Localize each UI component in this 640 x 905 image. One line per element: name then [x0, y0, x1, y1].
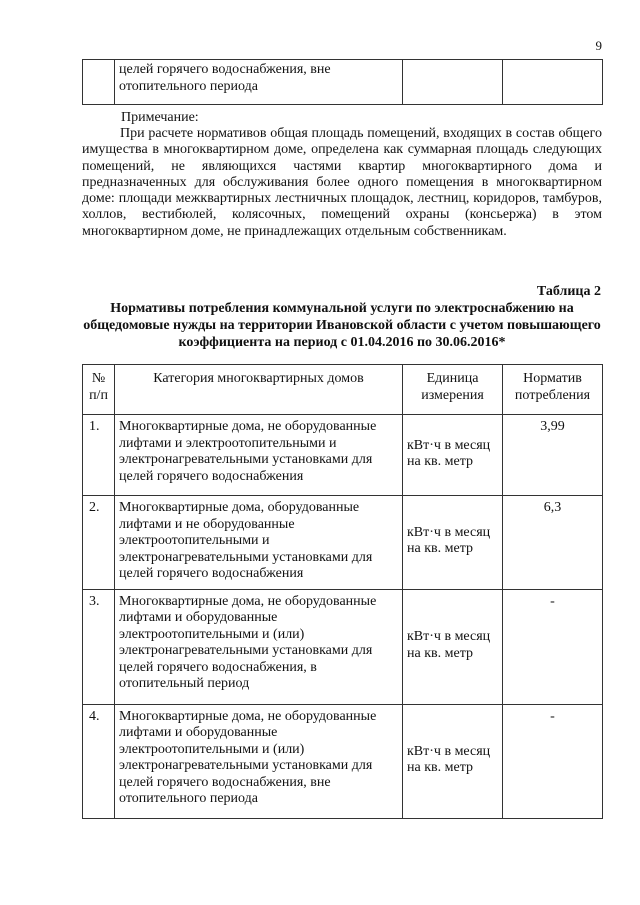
- table-row: [83, 415, 603, 496]
- table-cell: [503, 60, 603, 105]
- cell-num: 3.: [83, 589, 115, 704]
- table-label: Таблица 2: [536, 284, 601, 299]
- continued-table: [82, 59, 603, 105]
- cell-unit: кВт·ч в месяц на кв. метр: [403, 589, 503, 704]
- cell-norm: -: [503, 589, 603, 704]
- header-num: № п/п: [83, 365, 115, 415]
- table-row: [83, 589, 603, 704]
- cell-unit: кВт·ч в месяц на кв. метр: [403, 496, 503, 590]
- table-row: [83, 60, 603, 105]
- page-number: 9: [595, 38, 602, 53]
- table-cell: [403, 60, 503, 105]
- cell-category: Многоквартирные дома, оборудованные лифтами и не оборудованные электроотопительными и электронагревательными установками для целей горячего водоснабжения: [115, 496, 403, 590]
- cell-num: 4.: [83, 704, 115, 818]
- header-category: Категория многоквартирных домов: [115, 365, 403, 415]
- cell-norm: 3,99: [503, 415, 603, 496]
- table-header-row: [83, 365, 603, 415]
- header-norm: Норматив потребления: [503, 365, 603, 415]
- cell-norm: 6,3: [503, 496, 603, 590]
- cell-unit: кВт·ч в месяц на кв. метр: [403, 704, 503, 818]
- cell-norm: -: [503, 704, 603, 818]
- table-row: [83, 704, 603, 818]
- cell-num: 1.: [83, 415, 115, 496]
- cell-num: 2.: [83, 496, 115, 590]
- table-cell: [83, 60, 115, 105]
- table-caption: Нормативы потребления коммунальной услуги по электроснабжению на общедомовые нужды на территории Ивановской области с учетом повышающего коэффициента на период с 01.04.2016 по 30.06.2016*: [83, 301, 601, 350]
- note-title: Примечание:: [121, 110, 199, 125]
- cell-category: Многоквартирные дома, не оборудованные лифтами и оборудованные электроотопительными и (или) электронагревательными установками для целей горячего водоснабжения, вне отопительного периода: [115, 704, 403, 818]
- table-cell-category: целей горячего водоснабжения, вне отопительного периода: [115, 60, 403, 105]
- table-row: [83, 496, 603, 590]
- header-unit: Единица измерения: [403, 365, 503, 415]
- cell-unit: кВт·ч в месяц на кв. метр: [403, 415, 503, 496]
- cell-category: Многоквартирные дома, не оборудованные лифтами и электроотопительными и электронагревательными установками для целей горячего водоснабжения: [115, 415, 403, 496]
- norms-table: [82, 364, 603, 819]
- note-paragraph: При расчете нормативов общая площадь помещений, входящих в состав общего имущества в многоквартирном доме, определена как суммарная площадь следующих помещений, не являющихся частями квартир многоквартирного дома и предназначенных для обслуживания более одного помещения в многоквартирном доме: площади межквартирных лестничных площадок, лестниц, коридоров, тамбуров, холлов, вестибюлей, колясочных, помещений охраны (консьержа) в этом многоквартирном доме, не принадлежащих отдельным собственникам.: [82, 126, 602, 239]
- cell-category: Многоквартирные дома, не оборудованные лифтами и оборудованные электроотопительными и (или) электронагревательными установками для целей горячего водоснабжения, в отопительный период: [115, 589, 403, 704]
